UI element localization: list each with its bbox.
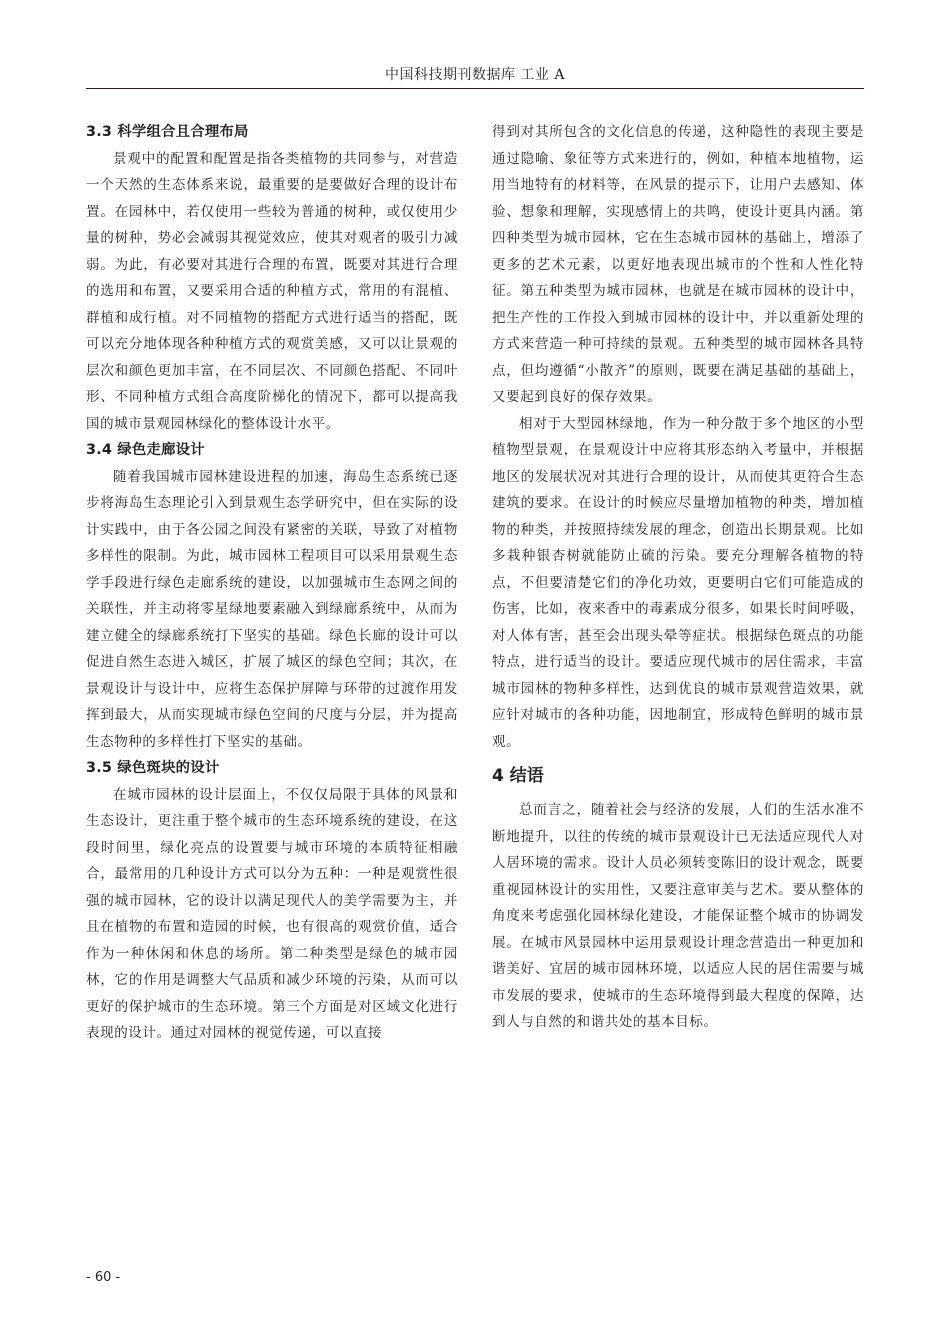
section-4-heading: 4 结语 bbox=[492, 766, 544, 786]
section-3-5-paragraph-2: 相对于大型园林绿地，作为一种分散于多个地区的小型植物型景观，在景观设计中应将其形态纳入考量中，并根据地区的发展状况对其进行合理的设计，从而使其更符合生态建筑的要求。在设计的时候应尽量增加植物的种类，增加植物的种类，并按照持续发展的理念，创造出长期景观。比如多栽种银杏树就能防止硫的污染。要充分理解各植物的特点，不但要清楚它们的净化功效，更要明白它们可能造成的伤害，比如，夜来香中的毒素成分很多，如果长时间呼吸，对人体有害，甚至会出现头晕等症状。根据绿色斑点的功能特点，进行适当的设计。要适应现代城市的居住需求，丰富城市园林的物种多样性，达到优良的城市景观营造效果，就应针对城市的各种功能，因地制宜，形成特色鲜明的城市景观。 bbox=[492, 415, 864, 750]
section-3-4-paragraph: 随着我国城市园林建设进程的加速，海岛生态系统已逐步将海岛生态理论引入到景观生态学研究中，但在实际的设计实践中，由于各公园之间没有紧密的关联，导致了对植物多样性的限制。为此，城市园林工程项目可以采用景观生态学手段进行绿色走廊系统的建设，以加强城市生态网之间的关联性，并主动将零星绿地要素融入到绿廊系统中，从而为建立健全的绿廊系统打下坚实的基础。绿色长廊的设计可以促进自然生态进入城区，扩展了城区的绿色空间；其次，在景观设计与设计中，应将生态保护屏障与环带的过渡作用发挥到最大，从而实现城市绿色空间的尺度与分层，并为提高生态物种的多样性打下坚实的基础。 bbox=[86, 468, 458, 750]
journal-header: 中国科技期刊数据库 工业 A bbox=[384, 67, 565, 83]
header-rule bbox=[86, 88, 864, 89]
section-3-5-heading: 3.5 绿色斑块的设计 bbox=[86, 760, 220, 776]
section-3-3-paragraph: 景观中的配置和配置是指各类植物的共同参与，对营造一个天然的生态体系来说，最重要的是要做好合理的设计布置。在园林中，若仅使用一些较为普通的树种，或仅使用少量的树种，势必会减弱其视觉效应，使其对观者的吸引力减弱。为此，有必要对其进行合理的布置，既要对其进行合理的选用和布置，又要采用合适的种植方式，常用的有混植、群植和成行植。对不同植物的搭配方式进行适当的搭配，既可以充分地体现各种种植方式的观赏美感，又可以让景观的层次和颜色更加丰富，在不同层次、不同颜色搭配、不同叶形、不同种植方式组合高度阶梯化的情况下，都可以提高我国的城市景观园林绿化的整体设计水平。 bbox=[86, 150, 458, 432]
right-column bbox=[492, 119, 864, 1036]
left-column bbox=[86, 119, 458, 1047]
section-3-4-heading: 3.4 绿色走廊设计 bbox=[86, 442, 205, 458]
section-3-5-paragraph: 在城市园林的设计层面上，不仅仅局限于具体的风景和生态设计，更注重于整个城市的生态环境系统的建设，在这段时间里，绿化亮点的设置要与城市环境的本质特征相融合，最常用的几种设计方式可以分为五种：一种是观赏性很强的城市园林，它的设计以满足现代人的美学需要为主，并且在植物的布置和造园的时候，也有很高的观赏价值，适合作为一种休闲和休息的场所。第二种类型是绿色的城市园林，它的作用是调整大气品质和减少环境的污染，从而可以更好的保护城市的生态环境。第三个方面是对区域文化进行表现的设计。通过对园林的视觉传递，可以直接 bbox=[86, 786, 458, 1041]
section-4-paragraph: 总而言之，随着社会与经济的发展，人们的生活水准不断地提升，以往的传统的城市景观设计已无法适应现代人对人居环境的需求。设计人员必须转变陈旧的设计观念，既要重视园林设计的实用性，又要注意审美与艺术。要从整体的角度来考虑强化园林绿化建设，才能保证整个城市的协调发展。在城市风景园林中运用景观设计理念营造出一种更加和谐美好、宜居的城市园林环境，以适应人民的居住需要与城市发展的要求，使城市的生态环境得到最大程度的保障，达到人与自然的和谐共处的基本目标。 bbox=[492, 802, 864, 1030]
section-3-3-heading: 3.3 科学组合且合理布局 bbox=[86, 124, 249, 140]
page-number: - 60 - bbox=[86, 1270, 121, 1285]
section-3-5-continued-paragraph: 得到对其所包含的文化信息的传递，这种隐性的表现主要是通过隐喻、象征等方式来进行的，例如，种植本地植物，运用当地特有的材料等，在风景的提示下，让用户去感知、体验、想象和理解，实现感情上的共鸣，使设计更具内涵。第四种类型为城市园林，它在生态城市园林的基础上，增添了更多的艺术元素，以更好地表现出城市的个性和人性化特征。第五种类型为城市园林，也就是在城市园林的设计中，把生产性的工作投入到城市园林的设计中，并以重新处理的方式来营造一种可持续的景观。五种类型的城市园林各具特点，但均遵循“小散齐”的原则，既要在满足基础的基础上，又要起到良好的保存效果。 bbox=[492, 124, 864, 405]
